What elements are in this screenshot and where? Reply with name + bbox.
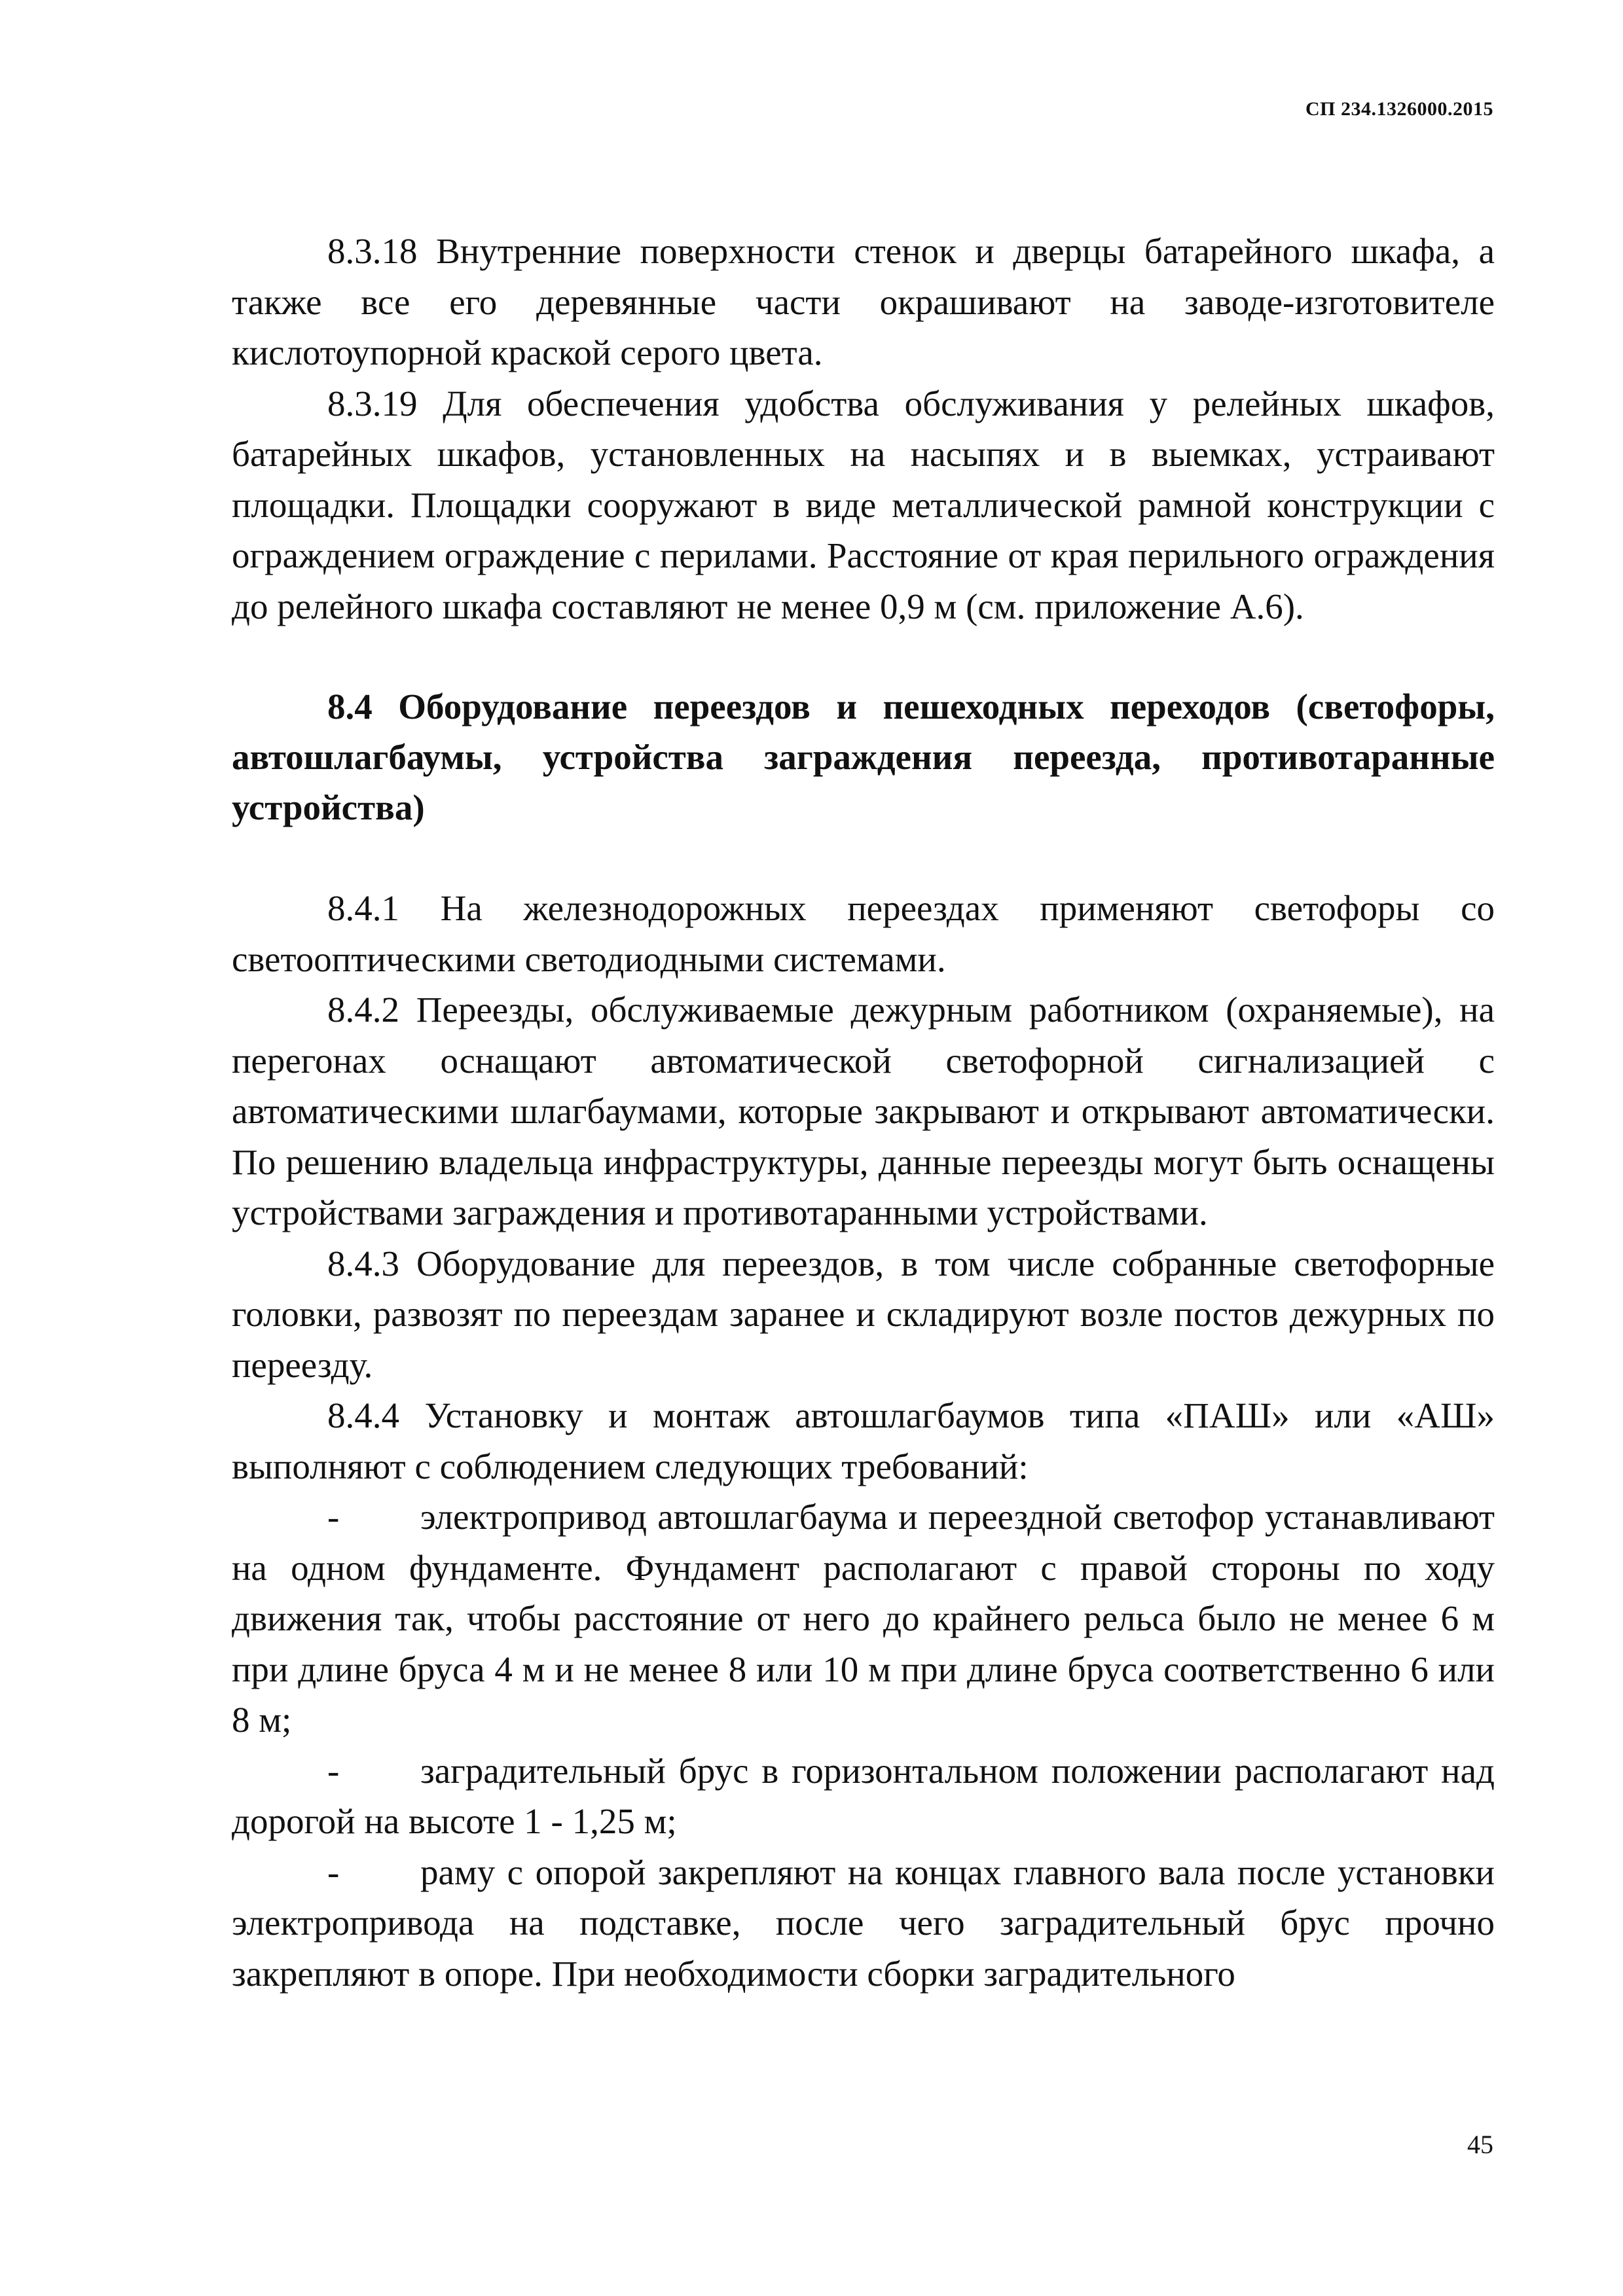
page-number: 45 [1467,2130,1493,2159]
paragraph-8-4-3: 8.4.3 Оборудование для переездов, в том числе собранные светофорные головки, развозят по переездам заранее и складируют возле постов дежурных по переезду. [232,1243,1495,1385]
list-item-text: раму с опорой закрепляют на концах главного вала после установки электропривода на подставке, после чего заградительный брус прочно закрепляют в опоре. При необходимости сборки заградительного [232,1852,1495,1994]
paragraph-8-4-2: 8.4.2 Переезды, обслуживаемые дежурным работником (охраняемые), на перегонах оснащают автоматической светофорной сигнализацией с автоматическими шлагбаумами, которые закрывают и открывают автоматически. По решению владельца инфраструктуры, данные переезды могут быть оснащены устройствами заграждения и противотаранными устройствами. [232,990,1495,1232]
paragraph-8-4-4: 8.4.4 Установку и монтаж автошлагбаумов типа «ПАШ» или «АШ» выполняют с соблюдением следующих требований: [232,1395,1495,1486]
paragraph-8-3-18: 8.3.18 Внутренние поверхности стенок и дверцы батарейного шкафа, а также все его деревянные части окрашивают на заводе-изготовителе кислотоупорной краской серого цвета. [232,231,1495,372]
list-item-frame-mounting [232,1847,1495,2000]
paragraph-8-3-19: 8.3.19 Для обеспечения удобства обслуживания у релейных шкафов, батарейных шкафов, установленных на насыпях и в выемках, устраивают площадки. Площадки сооружают в виде металлической рамной конструкции с ограждением ограждение с перилами. Расстояние от края перильного ограждения до релейного шкафа составляют не менее 0,9 м (см. приложение А.6). [232,383,1495,626]
list-item-text: заградительный брус в горизонтальном положении располагают над дорогой на высоте 1 - 1,25 м; [232,1750,1495,1841]
paragraph-8-4-1: 8.4.1 На железнодорожных переездах применяют светофоры со светооптическими светодиодными системами. [232,888,1495,979]
page-content [232,226,1495,1999]
list-item-text: электропривод автошлагбаума и переездной светофор устанавливают на одном фундаменте. Фундамент располагают с правой стороны по ходу движения так, чтобы расстояние от него до крайнего рельса было не менее 6 м при длине бруса 4 м и не менее 8 или 10 м при длине бруса соответственно 6 или 8 м; [232,1497,1495,1740]
list-dash: - [327,1852,340,1892]
section-heading-8-4: 8.4 Оборудование переездов и пешеходных переходов (светофоры, автошлагбаумы, устройства заграждения переезда, противотаранные устройства) [232,687,1495,827]
list-item-foundation [232,1492,1495,1746]
list-item-barrier-height [232,1746,1495,1847]
document-code: СП 234.1326000.2015 [1305,98,1493,120]
list-dash: - [327,1497,340,1537]
list-dash: - [327,1750,340,1791]
